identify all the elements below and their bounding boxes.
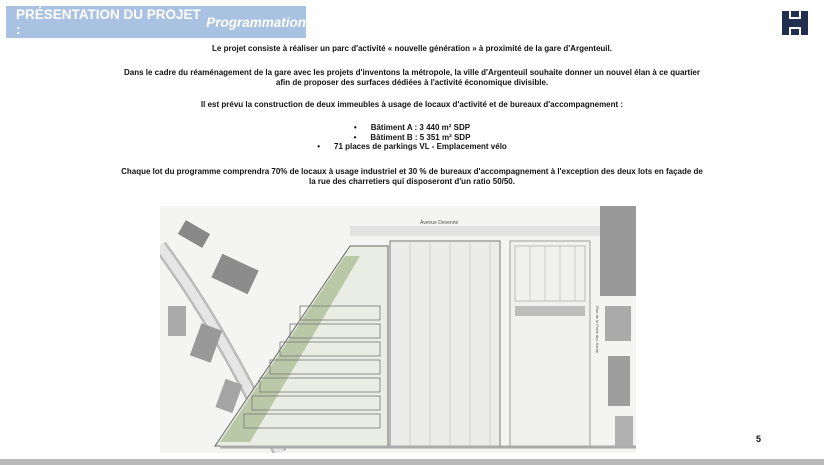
slide-title-bar xyxy=(6,6,306,38)
list-item-building-a: • Bâtiment A : 3 440 m² SDP xyxy=(60,123,764,133)
program-text-line-2: la rue des charretiers qui disposeront d'un ratio 50/50. xyxy=(309,176,515,186)
slide-title: PRÉSENTATION DU PROJET : xyxy=(16,7,201,37)
list-item-building-b: • Bâtiment B : 5 351 m² SDP xyxy=(60,133,764,143)
site-plan-image xyxy=(160,206,636,453)
bottom-bar xyxy=(0,459,824,465)
intro-text: Le projet consiste à réaliser un parc d'activité « nouvelle génération » à proximité de la gare d'Argenteuil. xyxy=(212,44,612,53)
street-label-right: Rue de la Porte des Sorrie xyxy=(595,306,600,354)
context-text-line-1: Dans le cadre du réaménagement de la gare avec les projets d'inventons la métropole, la ville d'Argenteuil souhaite donner un nouvel élan à ce quartier xyxy=(124,68,700,77)
program-text-line-1: Chaque lot du programme comprendra 70% de locaux à usage industriel et 30 % de bureaux d'accompagnement à l'exception des deux lots en façade de xyxy=(121,166,703,176)
context-text-line-2: afin de proposer des surfaces dédiées à l'activité économique divisible. xyxy=(275,78,549,87)
page-number: 5 xyxy=(756,434,762,444)
construction-text: Il est prévu la construction de deux immeubles à usage de locaux d'activité et de bureaux d'accompagnement : xyxy=(200,100,624,109)
building-list xyxy=(60,123,764,152)
list-item-parking: • 71 places de parkings VL - Emplacement vélo xyxy=(60,142,764,152)
street-label-top: Avenue Devenne xyxy=(420,220,459,226)
slide-subtitle: Programmation xyxy=(206,14,306,30)
slide-body xyxy=(60,44,764,187)
company-logo-icon xyxy=(780,8,810,38)
